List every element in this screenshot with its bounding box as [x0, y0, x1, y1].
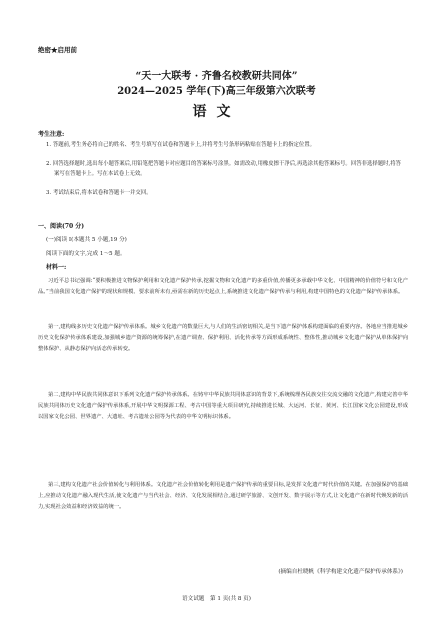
- note-item-3: 3. 考试结束后,将本试卷和答题卡一并交回。: [46, 190, 152, 196]
- notes-heading: 考生注意:: [38, 131, 65, 138]
- paragraph-3: 第二,建构中华民族共同体意识下系列文化遗产保护传承体系。在铸牢中华民族共同体意识的背景下,系统梳理各民族交往交流交融的文化遗产,构建完善中华民族共同体历史文化遗产保护传承体系,开展中华文明探源工程、考古中国等重大项目研究,持续推进长城、大运河、长征、黄河、长江国家文化公园建设,形成以国家文化公园、世界遗产、大遗址、考古遗址公园等为代表的中华文明标识体系。: [38, 392, 408, 421]
- material-heading: 材料一:: [46, 264, 67, 271]
- exam-title-line2: 2024—2025 学年(下)高三年级第六次联考: [117, 86, 316, 97]
- source-citation: (摘编自杜晓帆《科学构建文化遗产保护传承体系》): [278, 569, 403, 575]
- note-item-2: 2. 回答选择题时,选出每小题答案后,用铅笔把答题卡对应题目的答案标号涂黑。如需改动,用橡皮擦干净后,再选涂其他答案标号。回答非选择题时,将答案写在答题卡上。写在本试卷上无效。: [46, 161, 402, 177]
- subject-title: 语文: [192, 104, 241, 120]
- note-item-1: 1. 答题前,考生务必将自己的姓名、考生号填写在试卷和答题卡上,并将考生号条形码粘贴在答题卡上的指定位置。: [46, 142, 316, 148]
- paragraph-1: 习近平总书记强调:“要积极推进文物保护利用和文化遗产保护传承,挖掘文物和文化遗产的多重价值,传播更多承载中华文化、中国精神的价值符号和文化产品。”当前我国文化遗产保护的现状和规模、要求前所未有,亟需在新的历史起点上,系统推进文化遗产保护传承与利用,构建中国特色的文化遗产保护传承体系。: [38, 278, 408, 296]
- instruction-text: 阅读下面的文字,完成 1～5 题。: [46, 251, 126, 257]
- exam-title-line1: “天一大联考 · 齐鲁名校教研共同体”: [135, 71, 298, 82]
- page-footer: 语文试题 第 1 页(共 8 页): [182, 596, 251, 602]
- paragraph-2: 第一,建构线多历史文化遗产保护传承体系。城乡文化遗产的数量巨大,与人们的生活密切相关,是当下遗产保护体系构建面临的重要内容。各地应当推进城乡历史文化保护传承体系建设,加强城乡遗产资源的统筹保护,在遗产调查、保护利用、活化传承等方面形成系统性、整体性,推动城乡文化遗产保护从单体保护向整体保护、从静态保护向活态传承转变。: [38, 324, 408, 353]
- section-heading: 一、阅读(70 分): [38, 223, 85, 230]
- secret-label: 绝密★启用前: [38, 46, 77, 54]
- sub-section-heading: (一)阅读 I(本题共 5 小题,19 分): [46, 237, 127, 243]
- paragraph-4: 第三,建构文化遗产社会价值转化与利用体系。文化遗产社会价值转化利用是遗产保护传承的重要目标,是发挥文化遗产时代价值的关键。在加强保护的基础上,应推动文化遗产融入现代生活,使文化遗产与当代社会、经济、文化发展相结合,通过研学旅游、文创开发、数字展示等方式,让文化遗产在新时代焕发新的活力,实现社会效益和经济效益的统一。: [38, 482, 408, 511]
